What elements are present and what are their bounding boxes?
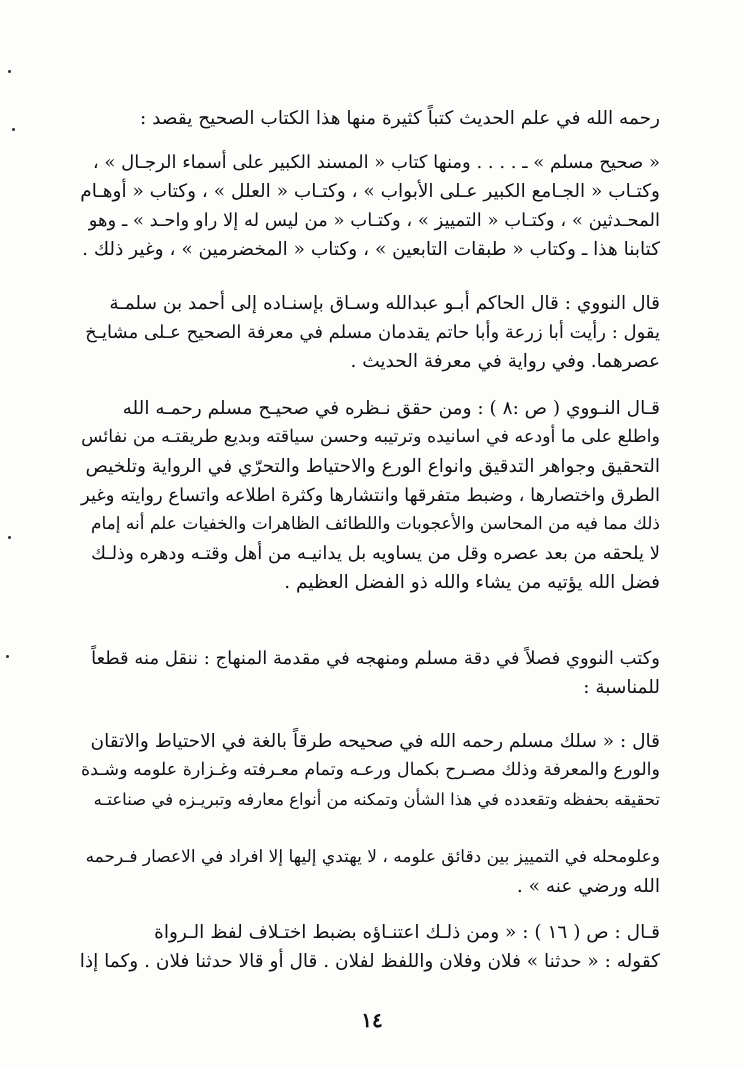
text-line: كتابنا هذا ـ وكتاب « طبقات التابعين » ، وكتاب « المخضرمين » ، وغير ذلك . (82, 239, 660, 260)
text-line: قـال : ص ( ١٦ ) : « ومن ذلـك اعتنـاؤه بضبط اختـلاف لفظ الـرواة (154, 922, 660, 943)
text-line: المحـدثين » ، وكتـاب « التمييز » ، وكتـاب « من ليس له إلا راو واحـد » ـ وهو (88, 210, 660, 231)
text-line: يقول : رأيت أبا زرعة وأبا حاتم يقدمان مسلم في معرفة الصحيح عـلى مشايـخ (85, 322, 660, 343)
text-line: فضل الله يؤتيه من يشاء والله ذو الفضل العظيم . (284, 572, 660, 593)
margin-speck (12, 128, 15, 131)
text-line: الله ورضي عنه » . (516, 876, 660, 897)
text-line: كقوله : « حدثنا » فلان وفلان واللفظ لفلان . قال أو قالا حدثنا فلان . وكما إذا (79, 951, 660, 972)
text-line: تحقيقه بحفظه وتقعدده في هذا الشأن وتمكنه من أنواع معارفه وتبريـزه في صناعتـه (93, 790, 660, 809)
text-line: وعلومحله في التمييز بين دقائق علومه ، لا يهتدي إليها إلا افراد في الاعصار فـرحمه (85, 847, 660, 867)
paragraph-quote-end (80, 843, 660, 901)
text-line: « صحيح مسلم » ـ . . . . ومنها كتاب « المسند الكبير على أسماء الرجـال » ، (92, 152, 660, 173)
text-line: وكتب النووي فصلاً في دقة مسلم ومنهجه في مقدمة المنهاج : ننقل منه قطعاً (91, 648, 660, 669)
paragraph-nawawi-hakim (80, 289, 660, 376)
margin-speck (6, 655, 9, 658)
paragraph-intro (80, 104, 660, 133)
text-line: قال النووي : قال الحاكم أبـو عبدالله وسـاق بإسنـاده إلى أحمد بن سلمـة (109, 293, 660, 314)
margin-speck (8, 70, 11, 73)
paragraph-quote-start (80, 727, 660, 814)
text-line: وكتـاب « الجـامع الكبير عـلى الأبواب » ، وكتـاب « العلل » ، وكتاب « أوهـام (80, 181, 660, 202)
paragraph-minhaj (80, 644, 660, 702)
text-line: والورع والمعرفة وذلك مصـرح بكمال ورعـه وتمام معـرفته وغـزارة علومه وشـدة (80, 760, 660, 780)
paragraph-books-list (80, 148, 660, 264)
text-line: للمناسبة : (583, 677, 660, 698)
page-number: ١٤ (361, 1008, 383, 1032)
text-line: واطلع على ما أودعه في اسانيده وترتيبه وحسن سياقته وبديع طريقتـه من نفائس (81, 427, 660, 447)
text-line: قال : « سلك مسلم رحمه الله في صحيحه طرقاً بالغة في الاحتياط والاتقان (90, 731, 660, 752)
paragraph-nawawi-p8 (80, 394, 660, 597)
text-line: لا يلحقه من بعد عصره وقل من يساويه بل يدانيـه من أهل وقتـه ودهره وذلـك (91, 543, 660, 564)
text-line: الطرق واختصارها ، وضبط متفرقها وانتشارها وكثرة اطلاعه واتساع روايته وغير (81, 485, 660, 506)
text-line: رحمه الله في علم الحديث كتباً كثيرة منها هذا الكتاب الصحيح يقصد : (139, 108, 660, 129)
text-line: قـال النـووي ( ص :٨ ) : ومن حقق نـظره في صحيـح مسلم رحمـه الله (122, 398, 660, 419)
margin-speck (8, 536, 11, 539)
text-line: عصرهما. وفي رواية في معرفة الحديث . (350, 351, 660, 372)
text-line: ذلك مما فيه من المحاسن والأعجوبات واللطائف الظاهرات والخفيات علم أنه إمام (90, 514, 660, 534)
text-line: التحقيق وجواهر التدقيق وانواع الورع والاحتياط والتحرّي في الرواية وتلخيص (85, 456, 660, 477)
paragraph-p16 (80, 918, 660, 976)
